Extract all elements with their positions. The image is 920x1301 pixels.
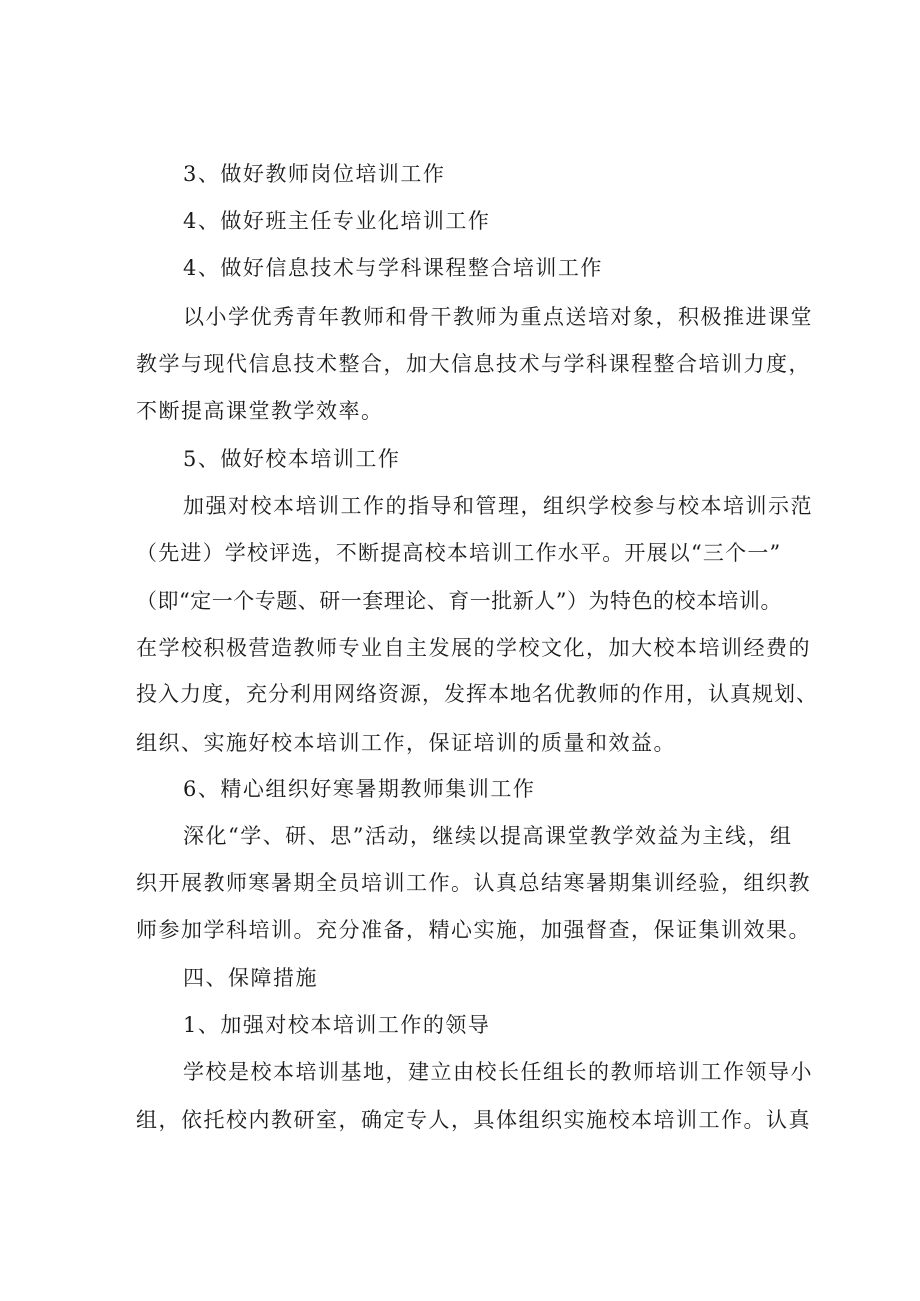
heading-it-integration-training: 4、做好信息技术与学科课程整合培训工作 [183, 256, 603, 280]
paragraph-line: 教学与现代信息技术整合，加大信息技术与学科课程整合培训力度， [136, 352, 811, 376]
paragraph-line: 不断提高课堂教学效率。 [136, 399, 384, 423]
paragraph-line: 在学校积极营造教师专业自主发展的学校文化，加大校本培训经费的 [136, 636, 811, 660]
paragraph-line: 织开展教师寒暑期全员培训工作。认真总结寒暑期集训经验，组织教 [136, 871, 811, 895]
paragraph-line: 组，依托校内教研室，确定专人，具体组织实施校本培训工作。认真 [136, 1108, 811, 1132]
heading-school-based-training: 5、做好校本培训工作 [183, 447, 401, 471]
paragraph-line: 投入力度，充分利用网络资源，发挥本地名优教师的作用，认真规划、 [136, 682, 818, 706]
paragraph-line: 学校是校本培训基地，建立由校长任组长的教师培训工作领导小 [183, 1060, 813, 1084]
section-heading-safeguards: 四、保障措施 [183, 966, 318, 990]
paragraph-line: 师参加学科培训。充分准备，精心实施，加强督查，保证集训效果。 [136, 918, 811, 942]
paragraph-line: （即“定一个专题、研一套理论、育一批新人”）为特色的校本培训。 [136, 589, 782, 613]
heading-leadership: 1、加强对校本培训工作的领导 [183, 1013, 491, 1037]
paragraph-line: 组织、实施好校本培训工作，保证培训的质量和效益。 [136, 731, 676, 755]
paragraph-line: （先进）学校评选，不断提高校本培训工作水平。开展以“三个一” [136, 541, 782, 565]
heading-teacher-post-training: 3、做好教师岗位培训工作 [183, 162, 446, 186]
paragraph-line: 加强对校本培训工作的指导和管理，组织学校参与校本培训示范 [183, 494, 813, 518]
heading-head-teacher-training: 4、做好班主任专业化培训工作 [183, 209, 491, 233]
heading-holiday-training: 6、精心组织好寒暑期教师集训工作 [183, 777, 536, 801]
paragraph-line: 以小学优秀青年教师和骨干教师为重点送培对象，积极推进课堂 [183, 305, 813, 329]
paragraph-line: 深化“学、研、思”活动，继续以提高课堂教学效益为主线，组 [183, 824, 793, 848]
